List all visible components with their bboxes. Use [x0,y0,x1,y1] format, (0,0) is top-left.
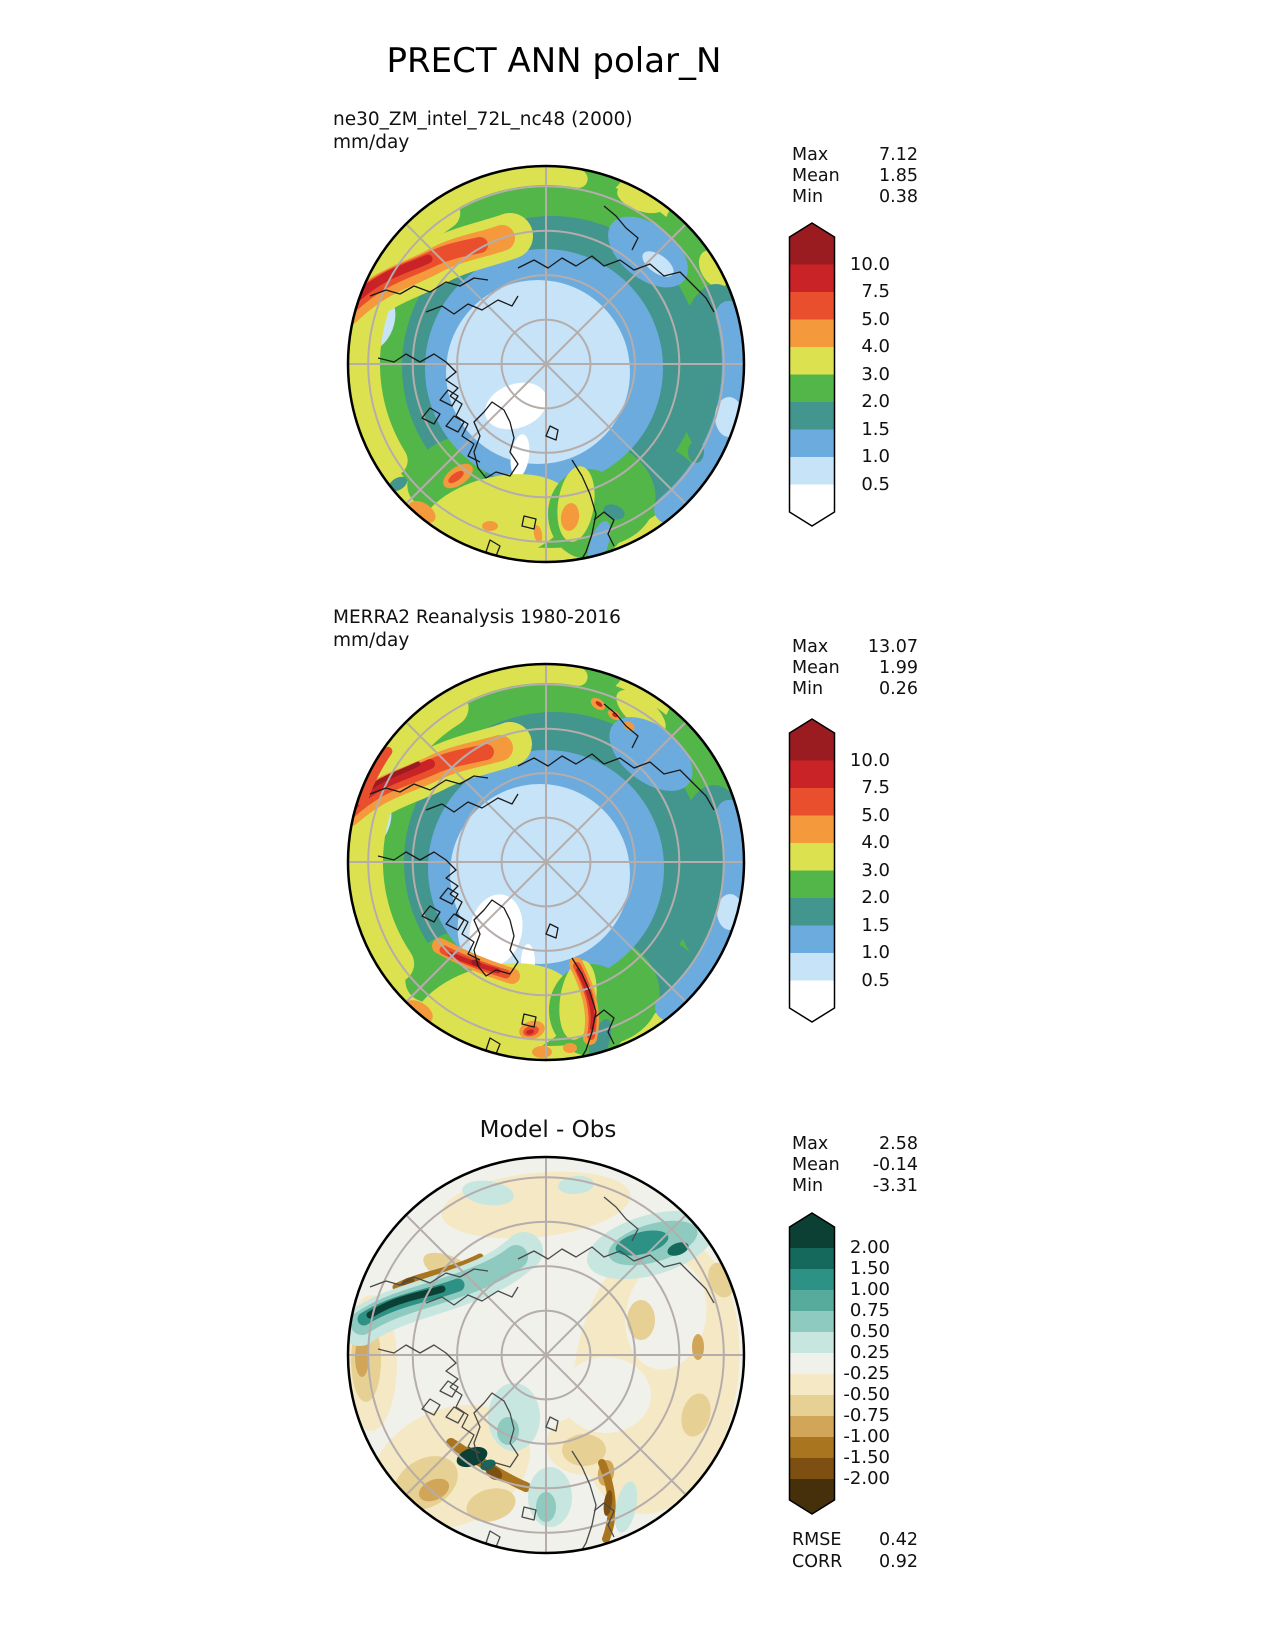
colorbar-segment [790,1374,835,1396]
stat-row [792,1529,918,1551]
colorbar-tick-label: 5.0 [861,308,890,330]
stat-value-min: 0.26 [879,679,918,699]
panel-diff-stats [792,1134,918,1197]
stat-value-mean: -0.14 [872,1155,918,1175]
stat-label-min: Min [792,1176,824,1196]
stat-row [792,1155,918,1176]
figure-title: PRECT ANN polar_N [386,41,722,81]
stat-label-max: Max [792,145,829,165]
stat-value-corr: 0.92 [879,1552,918,1572]
colorbar-tick-label: 1.0 [861,942,890,963]
stat-label-max: Max [792,1134,829,1154]
colorbar-segment [790,430,835,458]
colorbar-segment [790,457,835,485]
colorbar-segment [790,1458,835,1480]
colorbar-diff [788,1212,898,1515]
colorbar-segment [790,1248,835,1270]
colorbar-segment [790,733,835,761]
panel-obs-header [333,606,621,652]
colorbar-segment [790,347,835,375]
colorbar-segment [790,402,835,430]
colorbar-top-arrow [790,223,835,237]
colorbar-segment [790,485,835,513]
contour-fill [717,894,743,930]
stat-value-mean: 1.99 [879,658,918,678]
panel-model-header [333,108,633,154]
colorbar-tick-label: 1.0 [861,446,890,467]
colorbar-segment [790,1353,835,1375]
colorbar-tick-label: 10.0 [849,749,890,771]
contour-fill [627,1300,655,1340]
stat-row [792,679,918,700]
colorbar-tick-label: 7.5 [861,777,890,798]
contour-fill [692,1334,704,1360]
colorbar-segment [790,788,835,816]
stat-row [792,1551,918,1573]
stat-label-rmse: RMSE [792,1530,842,1550]
colorbar-tick-label: 1.50 [849,1258,890,1279]
stat-value-max: 13.07 [867,637,918,657]
colorbar-tick-label: -1.50 [843,1447,890,1468]
colorbar-tick-label: 0.25 [849,1342,890,1363]
colorbar-tick-label: -2.00 [843,1468,890,1489]
colorbar-segment [790,292,835,320]
stat-row [792,1176,918,1197]
contour-fill [563,1043,577,1053]
colorbar-tick-label: 7.5 [861,281,890,302]
stat-label-mean: Mean [792,1155,840,1175]
stat-row [792,166,918,187]
colorbar-tick-label: -0.50 [843,1384,890,1405]
panel-diff-title: Model - Obs [479,1117,617,1143]
stat-label-max: Max [792,637,829,657]
colorbar-segment [790,1479,835,1501]
stat-label-min: Min [792,187,824,207]
colorbar-tick-label: 2.0 [861,391,890,412]
colorbar-tick-label: 0.5 [861,473,890,495]
colorbar-segment [790,1332,835,1354]
map-obs [346,662,746,1062]
colorbar-segment [790,375,835,403]
panel-diff-extra-stats [792,1529,918,1573]
colorbar-segment [790,926,835,954]
colorbar-tick-label: 0.75 [849,1300,890,1321]
colorbar-segment [790,1437,835,1459]
graticule [348,664,744,1060]
colorbar-swatch-column [788,718,836,1023]
colorbar-tick-label: 5.0 [861,804,890,826]
stat-value-rmse: 0.42 [879,1530,918,1550]
colorbar-segment [790,1311,835,1333]
panel-obs-stats [792,637,918,700]
contour-fill [482,521,498,531]
colorbar-segment [790,871,835,899]
stat-label-mean: Mean [792,658,840,678]
colorbar-bottom-arrow [790,1500,835,1514]
colorbar-segment [790,1290,835,1312]
colorbar-segment [790,237,835,265]
panel-obs-units: mm/day [333,630,410,651]
colorbar-tick-label: 1.5 [861,914,890,936]
colorbar-tick-label: 0.5 [861,969,890,991]
stat-row [792,637,918,658]
colorbar-segment [790,816,835,844]
colorbar-tick-label: -0.25 [843,1363,890,1384]
colorbar-tick-label: 4.0 [861,336,890,357]
colorbar-obs [788,718,898,1023]
colorbar-segment [790,761,835,789]
colorbar-bottom-arrow [790,1008,835,1022]
stat-row [792,145,918,166]
colorbar-segment [790,320,835,348]
colorbar-segment [790,898,835,926]
colorbar-swatch-column [788,1212,836,1515]
colorbar-segment [790,1269,835,1291]
colorbar-segment [790,1416,835,1438]
colorbar-tick-label: 10.0 [849,253,890,275]
colorbar-tick-label: 2.0 [861,887,890,908]
colorbar-top-arrow [790,719,835,733]
colorbar-tick-label: 2.00 [849,1237,890,1258]
colorbar-tick-label: 4.0 [861,832,890,853]
graticule [348,166,744,562]
colorbar-top-arrow [790,1213,835,1227]
colorbar-tick-label: 1.5 [861,418,890,440]
stat-row [792,658,918,679]
stat-value-max: 2.58 [879,1134,918,1154]
colorbar-segment [790,1227,835,1249]
stat-value-min: 0.38 [879,187,918,207]
colorbar-tick-label: 3.0 [861,859,890,881]
colorbar-model [788,222,898,527]
colorbar-segment [790,1395,835,1417]
stat-label-min: Min [792,679,824,699]
panel-obs-title: MERRA2 Reanalysis 1980-2016 [333,607,621,628]
stat-row [792,187,918,208]
stat-value-mean: 1.85 [879,166,918,186]
contour-fill [532,1046,552,1058]
map-model [346,164,746,564]
colorbar-bottom-arrow [790,512,835,526]
colorbar-tick-label: -1.00 [843,1426,890,1447]
colorbar-swatch-column [788,222,836,527]
colorbar-tick-label: 3.0 [861,363,890,385]
colorbar-tick-label: -0.75 [843,1405,890,1426]
stat-label-mean: Mean [792,166,840,186]
stat-value-min: -3.31 [872,1176,918,1196]
colorbar-segment [790,953,835,981]
panel-model-title: ne30_ZM_intel_72L_nc48 (2000) [333,109,633,130]
graticule [348,1157,744,1553]
colorbar-segment [790,843,835,871]
colorbar-segment [790,981,835,1009]
stat-row [792,1134,918,1155]
colorbar-segment [790,265,835,293]
map-diff [346,1155,746,1555]
colorbar-tick-label: 1.00 [849,1279,890,1300]
panel-model-units: mm/day [333,132,410,153]
panel-model-stats [792,145,918,208]
stat-label-corr: CORR [792,1552,843,1572]
colorbar-tick-label: 0.50 [849,1321,890,1342]
stat-value-max: 7.12 [879,145,918,165]
